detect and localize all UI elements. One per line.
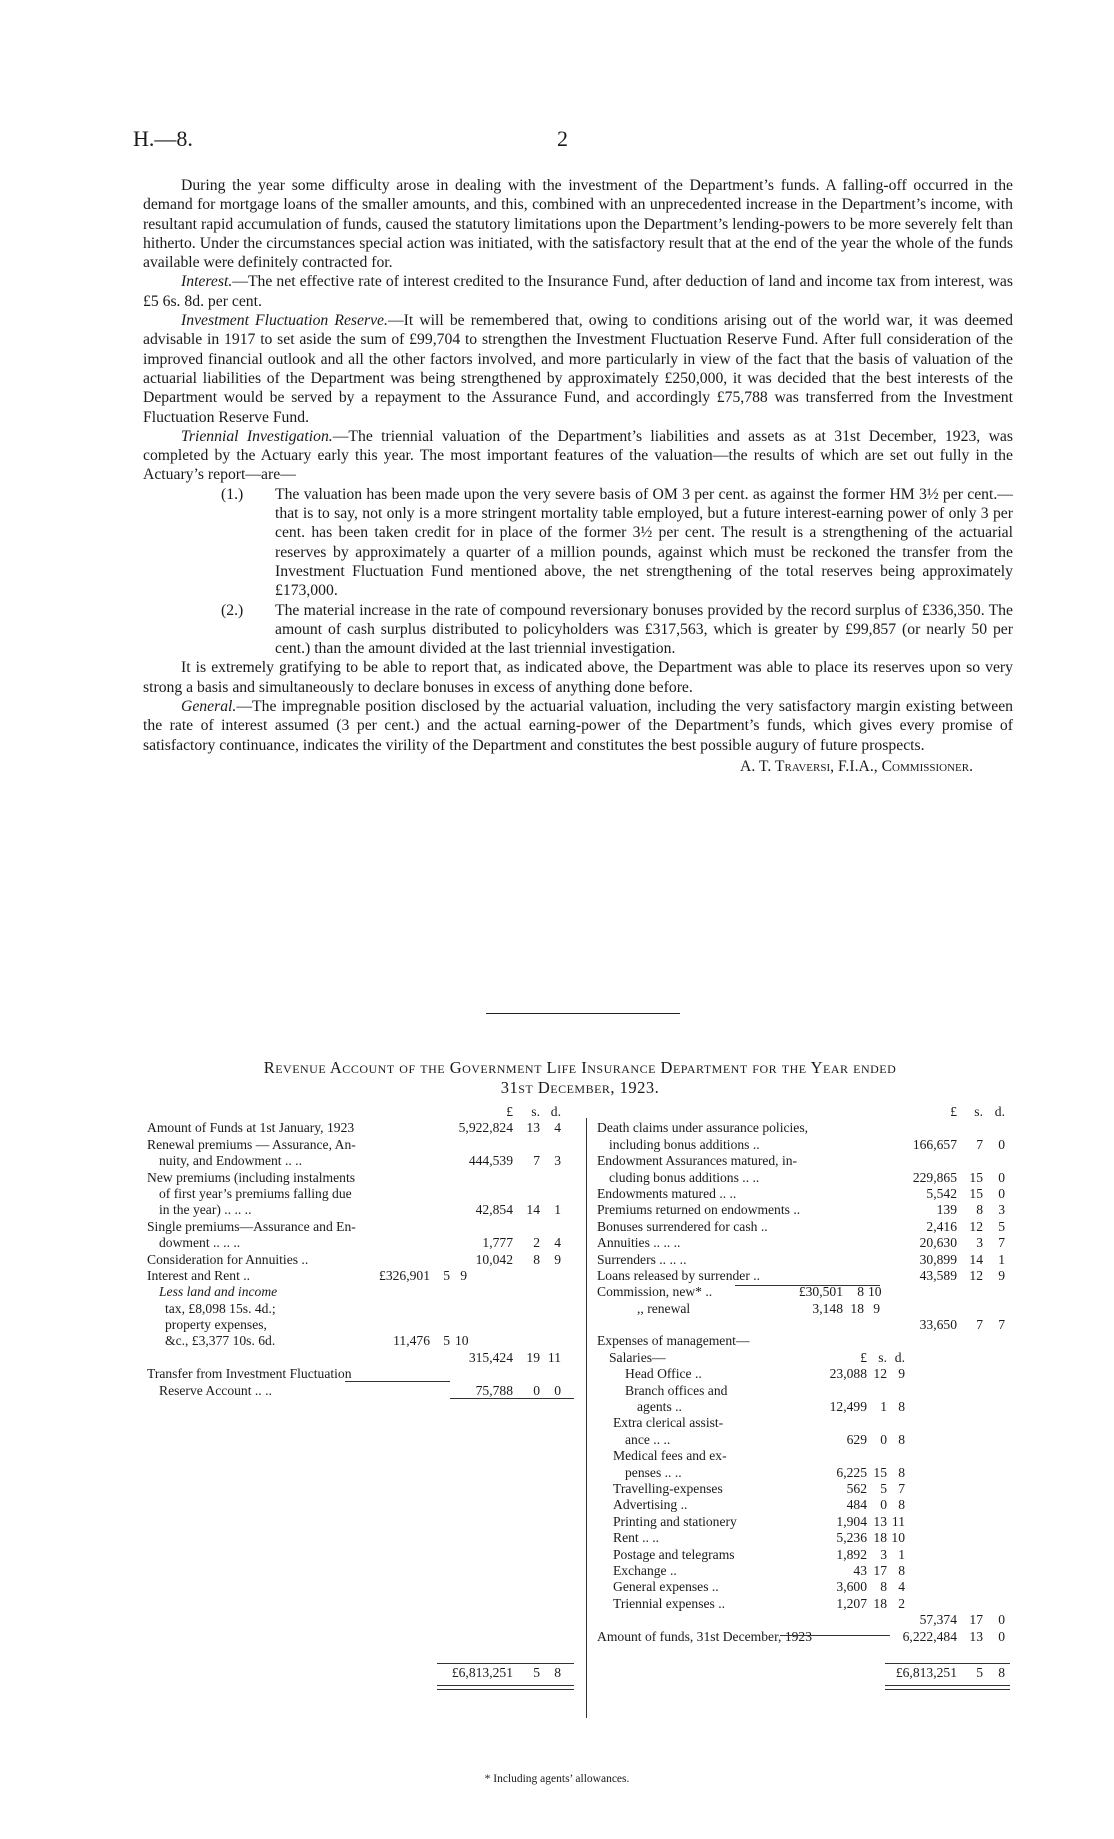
expense-pounds: 23,088 bbox=[829, 1366, 867, 1382]
text-interest: —The net effective rate of interest credited to the Insurance Fund, after deduction of land and income tax from interest, was £5 6s. 8d. per cent. bbox=[143, 273, 1013, 310]
table-row bbox=[597, 1530, 1027, 1546]
expense-shillings: 18 bbox=[873, 1595, 887, 1611]
table-row bbox=[147, 1170, 567, 1186]
table-row bbox=[597, 1563, 1027, 1579]
amount-pounds: 166,657 bbox=[912, 1136, 957, 1152]
row-label: Advertising .. bbox=[613, 1497, 688, 1513]
amount-pence: 0 bbox=[998, 1612, 1005, 1628]
total-rule-top bbox=[437, 1663, 574, 1664]
expense-shillings: 8 bbox=[880, 1579, 887, 1595]
expense-shillings: 5 bbox=[880, 1480, 887, 1496]
amount-pence: 4 bbox=[554, 1120, 561, 1136]
amount-shillings: 14 bbox=[526, 1202, 540, 1218]
amount-pounds: 2,416 bbox=[926, 1218, 957, 1234]
row-label: &c., £3,377 10s. 6d. bbox=[165, 1333, 276, 1349]
expense-pounds: 562 bbox=[846, 1480, 867, 1496]
row-label: Interest and Rent .. bbox=[147, 1267, 251, 1283]
row-label: ,, renewal bbox=[637, 1300, 691, 1316]
row-label: dowment .. .. .. bbox=[159, 1235, 241, 1251]
row-label: Consideration for Annuities .. bbox=[147, 1251, 309, 1267]
row-label: Endowment Assurances matured, in- bbox=[597, 1153, 798, 1169]
receipts-column bbox=[147, 1104, 567, 1399]
amount-pounds: 444,539 bbox=[468, 1153, 513, 1169]
account-title-line1: Revenue Account of the Government Life Insurance Department for the Year ended bbox=[263, 1058, 897, 1077]
amount-shillings: 13 bbox=[526, 1120, 540, 1136]
text-ifr: —It will be remembered that, owing to conditions arising out of the world war, it was deemed advisable in 1917 to set aside the sum of £99,704 to strengthen the Investment Fluctuation Reserve Fund. After full consideration of the improved financial outlook and all the other factors involved, and more particularly in view of the fact that the basis of valuation of the actuarial liabilities of the Department was being strengthened by approximately £250,000, it was decided that the best interests of the Department would be served by a repayment to the Assurance Fund, and accordingly £75,788 was transferred from the Investment Fluctuation Reserve Fund. bbox=[143, 312, 1013, 426]
row-label: Extra clerical assist- bbox=[613, 1415, 724, 1431]
table-row bbox=[597, 1448, 1027, 1464]
page-number: 2 bbox=[557, 126, 568, 151]
row-label: cluding bonus additions .. .. bbox=[609, 1169, 760, 1185]
list-number: (1.) bbox=[221, 485, 244, 503]
row-label: Premiums returned on endowments .. bbox=[597, 1202, 801, 1218]
total-pounds: £6,813,251 bbox=[451, 1665, 513, 1680]
row-label: Amount of funds, 31st December, 1923 bbox=[597, 1628, 813, 1644]
table-row bbox=[597, 1202, 1027, 1218]
total-rule-top bbox=[885, 1663, 1010, 1664]
amount-pence: 0 bbox=[554, 1382, 561, 1398]
amount-pounds: 315,424 bbox=[468, 1349, 513, 1365]
amount-pounds: 20,630 bbox=[919, 1235, 957, 1251]
expense-pounds: 1,904 bbox=[836, 1513, 867, 1529]
paragraph-general bbox=[143, 697, 1013, 755]
expense-pence: 8 bbox=[898, 1562, 905, 1578]
table-row bbox=[597, 1612, 1027, 1628]
row-label: nuity, and Endowment .. .. bbox=[159, 1153, 302, 1169]
row-label: General expenses .. bbox=[613, 1579, 719, 1595]
amount-shillings: 13 bbox=[969, 1628, 983, 1644]
total-rule-bottom bbox=[885, 1685, 1010, 1690]
payments-total bbox=[597, 1665, 1027, 1681]
amount-shillings: 17 bbox=[969, 1612, 983, 1628]
row-label: Renewal premiums — Assurance, An- bbox=[147, 1136, 356, 1152]
table-row bbox=[597, 1284, 1027, 1300]
amount-pence: 0 bbox=[998, 1628, 1005, 1644]
amount-shillings: 15 bbox=[969, 1169, 983, 1185]
row-label: Medical fees and ex- bbox=[613, 1448, 727, 1464]
table-row bbox=[147, 1153, 567, 1169]
row-label: Postage and telegrams bbox=[613, 1546, 735, 1562]
table-row bbox=[597, 1137, 1027, 1153]
row-label: Salaries— bbox=[609, 1349, 666, 1365]
expense-pence: 11 bbox=[891, 1513, 905, 1529]
table-row bbox=[597, 1415, 1027, 1431]
expense-pounds: 43 bbox=[853, 1562, 867, 1578]
list-text: The material increase in the rate of compound reversionary bonuses provided by the record surplus of £336,350. The amount of cash surplus distributed to policyholders was £317,563, which is greater by £99,857 (or nearly 50 per cent.) than the amount divided at the last triennial investigation. bbox=[275, 601, 1013, 658]
amount-pence: 9 bbox=[554, 1251, 561, 1267]
table-row bbox=[597, 1301, 1027, 1317]
amount-pounds: 57,374 bbox=[919, 1612, 957, 1628]
row-label: property expenses, bbox=[165, 1317, 267, 1333]
table-row bbox=[147, 1252, 567, 1268]
amount-pence: 0 bbox=[998, 1185, 1005, 1201]
total-pence: 8 bbox=[554, 1665, 561, 1680]
table-row bbox=[597, 1333, 1027, 1349]
amount-shillings: 8 bbox=[533, 1251, 540, 1267]
amount-shillings: 12 bbox=[969, 1267, 983, 1283]
list-item-1 bbox=[221, 485, 1013, 601]
payments-column bbox=[597, 1104, 1027, 1645]
account-title bbox=[140, 1058, 1020, 1098]
expense-shillings: 17 bbox=[873, 1562, 887, 1578]
amount-pounds: 30,899 bbox=[919, 1251, 957, 1267]
amount-pounds: 43,589 bbox=[919, 1267, 957, 1283]
pound-header: £ bbox=[506, 1104, 513, 1119]
row-label: Head Office .. bbox=[625, 1366, 702, 1382]
row-label: Transfer from Investment Fluctuation bbox=[147, 1366, 352, 1382]
expense-pounds: 3,600 bbox=[836, 1579, 867, 1595]
amount-pounds: 1,777 bbox=[482, 1235, 513, 1251]
amount-pence: 0 bbox=[998, 1136, 1005, 1152]
amount-pounds: 6,222,484 bbox=[902, 1628, 957, 1644]
document-reference: H.—8. bbox=[133, 126, 193, 151]
row-label: Loans released by surrender .. bbox=[597, 1267, 761, 1283]
row-label: Surrenders .. .. .. bbox=[597, 1251, 687, 1267]
expense-pence: 8 bbox=[898, 1399, 905, 1415]
heading-interest: Interest. bbox=[181, 273, 233, 291]
amount-pence: 0 bbox=[998, 1169, 1005, 1185]
amount-shillings: 7 bbox=[976, 1136, 983, 1152]
paragraph-ifr bbox=[143, 311, 1013, 427]
table-row bbox=[597, 1252, 1027, 1268]
row-label: Death claims under assurance policies, bbox=[597, 1120, 809, 1136]
paragraph-investment: During the year some difficulty arose in dealing with the investment of the Department’s funds. A falling-off occurred in the demand for mortgage loans of the smaller amounts, and this, combined with an unprecedented increase in the Department’s income, with resultant rapid accumulation of funds, caused the statutory limitations upon the Department’s lending-powers to be more severely felt than hitherto. Under the circumstances special action was initiated, with the satisfactory result that at the end of the year the whole of the funds available were definitely contracted for. bbox=[143, 177, 1013, 272]
expense-pounds: 5,236 bbox=[836, 1530, 867, 1546]
expense-shillings: 0 bbox=[880, 1431, 887, 1447]
table-row bbox=[147, 1268, 567, 1284]
amount-pence: 3 bbox=[998, 1202, 1005, 1218]
amount-shillings: 12 bbox=[969, 1218, 983, 1234]
amount-pounds: 5,922,824 bbox=[458, 1120, 513, 1136]
amount-shillings: 14 bbox=[969, 1251, 983, 1267]
expense-pounds: 629 bbox=[846, 1431, 867, 1447]
expense-pence: 7 bbox=[898, 1480, 905, 1496]
table-row bbox=[597, 1665, 1027, 1681]
table-row bbox=[597, 1514, 1027, 1530]
amount-shillings: 0 bbox=[533, 1382, 540, 1398]
inner-amount-shillings: 5 bbox=[443, 1267, 450, 1283]
signature: A. T. Traversi, F.I.A., Commissioner. bbox=[740, 757, 973, 775]
amount-pounds: 33,650 bbox=[919, 1317, 957, 1333]
amount-shillings: 7 bbox=[533, 1153, 540, 1169]
table-row bbox=[597, 1235, 1027, 1251]
amount-pence: 11 bbox=[547, 1349, 561, 1365]
amount-pence: 5 bbox=[998, 1218, 1005, 1234]
heading-triennial: Triennial Investigation. bbox=[181, 427, 333, 445]
table-row bbox=[597, 1579, 1027, 1595]
row-label: in the year) .. .. .. bbox=[159, 1202, 252, 1218]
heading-general: General. bbox=[181, 698, 237, 716]
table-row bbox=[147, 1301, 567, 1317]
expense-pounds: 1,892 bbox=[836, 1546, 867, 1562]
table-row bbox=[147, 1219, 567, 1235]
inner-amount-shillings: 8 bbox=[857, 1284, 864, 1300]
amount-pence: 4 bbox=[554, 1235, 561, 1251]
row-label: Commission, new* .. bbox=[597, 1284, 713, 1300]
row-label: Travelling-expenses bbox=[613, 1480, 723, 1496]
amount-shillings: 15 bbox=[969, 1185, 983, 1201]
table-row bbox=[597, 1596, 1027, 1612]
amount-pounds: 42,854 bbox=[475, 1202, 513, 1218]
table-row bbox=[597, 1350, 1027, 1366]
section-divider bbox=[486, 1013, 680, 1014]
row-label: agents .. bbox=[637, 1399, 682, 1415]
table-row bbox=[597, 1153, 1027, 1169]
table-row bbox=[597, 1481, 1027, 1497]
amount-shillings: 3 bbox=[976, 1235, 983, 1251]
table-row bbox=[597, 1317, 1027, 1333]
table-row bbox=[147, 1235, 567, 1251]
pence-header: d. bbox=[994, 1104, 1005, 1119]
expense-pounds: 484 bbox=[846, 1497, 867, 1513]
amount-pounds: 229,865 bbox=[912, 1169, 957, 1185]
subtotal-rule bbox=[780, 1635, 890, 1636]
total-rule-bottom bbox=[437, 1685, 574, 1690]
amount-pounds: 139 bbox=[936, 1202, 957, 1218]
table-row bbox=[147, 1665, 567, 1681]
expense-shillings: 1 bbox=[880, 1399, 887, 1415]
inner-amount-pounds: £30,501 bbox=[798, 1284, 843, 1300]
row-label: tax, £8,098 15s. 4d.; bbox=[165, 1300, 276, 1316]
expense-shillings: 12 bbox=[873, 1366, 887, 1382]
expense-pence: 9 bbox=[898, 1366, 905, 1382]
expense-pence: 2 bbox=[898, 1595, 905, 1611]
expense-shillings: 0 bbox=[880, 1497, 887, 1513]
table-row bbox=[597, 1399, 1027, 1415]
table-row bbox=[147, 1284, 567, 1300]
row-label: Reserve Account .. .. bbox=[159, 1382, 272, 1398]
amount-pounds: 5,542 bbox=[926, 1185, 957, 1201]
subtotal-rule bbox=[345, 1381, 450, 1382]
table-row bbox=[597, 1186, 1027, 1202]
inner-amount-pence: 10 bbox=[455, 1333, 469, 1349]
row-label: Exchange .. bbox=[613, 1562, 677, 1578]
table-row bbox=[597, 1120, 1027, 1136]
amount-pence: 7 bbox=[998, 1235, 1005, 1251]
list-number: (2.) bbox=[221, 601, 244, 619]
total-shillings: 5 bbox=[533, 1665, 540, 1680]
account-title-line2: 31st December, 1923. bbox=[500, 1078, 660, 1097]
table-row bbox=[147, 1383, 567, 1399]
amount-shillings: 8 bbox=[976, 1202, 983, 1218]
total-pounds: £6,813,251 bbox=[895, 1665, 957, 1680]
amount-pence: 3 bbox=[554, 1153, 561, 1169]
inner-amount-shillings: 5 bbox=[443, 1333, 450, 1349]
table-row bbox=[597, 1497, 1027, 1513]
table-row bbox=[597, 1219, 1027, 1235]
table-row bbox=[147, 1333, 567, 1349]
amount-shillings: 7 bbox=[976, 1317, 983, 1333]
table-row bbox=[597, 1465, 1027, 1481]
amount-pence: 1 bbox=[554, 1202, 561, 1218]
row-label: penses .. .. bbox=[625, 1464, 682, 1480]
total-pence: 8 bbox=[998, 1665, 1005, 1680]
text-general: —The impregnable position disclosed by the actuarial valuation, including the very satisfactory margin existing between the rate of interest assumed (3 per cent.) and the actual earning-power of the Department’s funds, which gives every promise of satisfactory continuance, indicates the virility of the Department and constitutes the best possible augury of future prospects. bbox=[143, 698, 1013, 754]
list-item-2 bbox=[221, 601, 1013, 659]
table-row bbox=[147, 1350, 567, 1366]
amount-shillings: 19 bbox=[526, 1349, 540, 1365]
expense-shillings: 13 bbox=[873, 1513, 887, 1529]
list-text: The valuation has been made upon the very severe basis of OM 3 per cent. as against the former HM 3½ per cent.—that is to say, not only is a more stringent mortality table employed, but a future interest-earning power of only 3 per cent. has been taken credit for in place of the former 3½ per cent. The result is a strengthening of the actuarial reserves by approximately a quarter of a million pounds, against which must be reckoned the transfer from the Investment Fluctuation Fund mentioned above, the net strengthening of the total reserves being approximately £173,000. bbox=[275, 485, 1013, 600]
table-row bbox=[597, 1170, 1027, 1186]
column-divider bbox=[586, 1118, 587, 1718]
inner-amount-pounds: 11,476 bbox=[393, 1333, 430, 1349]
shilling-header: s. bbox=[878, 1349, 887, 1365]
amount-pence: 9 bbox=[998, 1267, 1005, 1283]
inner-amount-pence: 9 bbox=[873, 1300, 880, 1316]
subtotal-rule bbox=[450, 1398, 574, 1399]
expense-shillings: 3 bbox=[880, 1546, 887, 1562]
amount-pence: 7 bbox=[998, 1317, 1005, 1333]
expense-pence: 4 bbox=[898, 1579, 905, 1595]
expense-pence: 1 bbox=[898, 1546, 905, 1562]
expense-pence: 10 bbox=[891, 1530, 905, 1546]
row-label: Printing and stationery bbox=[613, 1513, 737, 1529]
row-label: New premiums (including instalments bbox=[147, 1169, 356, 1185]
inner-amount-pounds: 3,148 bbox=[812, 1300, 843, 1316]
text-triennial: —The triennial valuation of the Department’s liabilities and assets as at 31st December, 1923, was completed by the Actuary early this year. The most important features of the valuation—the results of which are set out fully in the Actuary’s report—are— bbox=[143, 427, 1013, 484]
pence-header: d. bbox=[550, 1104, 561, 1119]
row-label: Amount of Funds at 1st January, 1923 bbox=[147, 1120, 355, 1136]
expense-pounds: 6,225 bbox=[836, 1464, 867, 1480]
expense-shillings: 18 bbox=[873, 1530, 887, 1546]
row-label: Single premiums—Assurance and En- bbox=[147, 1218, 356, 1234]
table-row bbox=[147, 1120, 567, 1136]
heading-ifr: Investment Fluctuation Reserve. bbox=[181, 312, 388, 330]
row-label: Endowments matured .. .. bbox=[597, 1185, 737, 1201]
expense-pence: 8 bbox=[898, 1431, 905, 1447]
amount-pounds: 10,042 bbox=[475, 1251, 513, 1267]
inner-amount-shillings: 18 bbox=[850, 1300, 864, 1316]
subtotal-rule bbox=[735, 1285, 880, 1286]
row-label: Annuities .. .. .. bbox=[597, 1235, 681, 1251]
pence-header: d. bbox=[894, 1349, 905, 1365]
receipts-total bbox=[147, 1665, 567, 1681]
column-header bbox=[597, 1104, 1027, 1120]
table-row bbox=[147, 1186, 567, 1202]
footnote: * Including agents’ allowances. bbox=[484, 1773, 630, 1785]
table-row bbox=[597, 1432, 1027, 1448]
row-label: Less land and income bbox=[159, 1284, 278, 1300]
table-row bbox=[597, 1366, 1027, 1382]
expense-pence: 8 bbox=[898, 1497, 905, 1513]
column-header bbox=[147, 1104, 567, 1120]
row-label: including bonus additions .. bbox=[609, 1136, 760, 1152]
amount-pence: 1 bbox=[998, 1251, 1005, 1267]
row-label: Rent .. .. bbox=[613, 1530, 660, 1546]
row-label: Triennial expenses .. bbox=[613, 1595, 726, 1611]
row-label: ance .. .. bbox=[625, 1431, 671, 1447]
table-row bbox=[147, 1137, 567, 1153]
paragraph-triennial bbox=[143, 427, 1013, 485]
amount-shillings: 2 bbox=[533, 1235, 540, 1251]
expense-pounds: 12,499 bbox=[829, 1399, 867, 1415]
table-row bbox=[597, 1268, 1027, 1284]
row-label: Bonuses surrendered for cash .. bbox=[597, 1218, 768, 1234]
row-label: Branch offices and bbox=[625, 1382, 728, 1398]
shilling-header: s. bbox=[974, 1104, 983, 1119]
shilling-header: s. bbox=[531, 1104, 540, 1119]
expense-shillings: 15 bbox=[873, 1464, 887, 1480]
table-row bbox=[147, 1202, 567, 1218]
table-row bbox=[147, 1317, 567, 1333]
table-row bbox=[597, 1383, 1027, 1399]
pound-header: £ bbox=[860, 1349, 867, 1365]
row-label: of first year’s premiums falling due bbox=[159, 1185, 352, 1201]
row-label: Expenses of management— bbox=[597, 1333, 750, 1349]
pound-header: £ bbox=[950, 1104, 957, 1119]
inner-amount-pence: 10 bbox=[868, 1284, 882, 1300]
table-row bbox=[597, 1629, 1027, 1645]
total-shillings: 5 bbox=[976, 1665, 983, 1680]
paragraph-gratifying: It is extremely gratifying to be able to report that, as indicated above, the Department was able to place its reserves upon so very strong a basis and simultaneously to declare bonuses in excess of anything done before. bbox=[143, 659, 1013, 696]
inner-amount-pence: 9 bbox=[460, 1267, 467, 1283]
report-body bbox=[143, 176, 1013, 776]
amount-pounds: 75,788 bbox=[475, 1382, 513, 1398]
paragraph-interest bbox=[143, 272, 1013, 311]
expense-pounds: 1,207 bbox=[836, 1595, 867, 1611]
inner-amount-pounds: £326,901 bbox=[379, 1267, 430, 1283]
table-row bbox=[597, 1547, 1027, 1563]
expense-pence: 8 bbox=[898, 1464, 905, 1480]
